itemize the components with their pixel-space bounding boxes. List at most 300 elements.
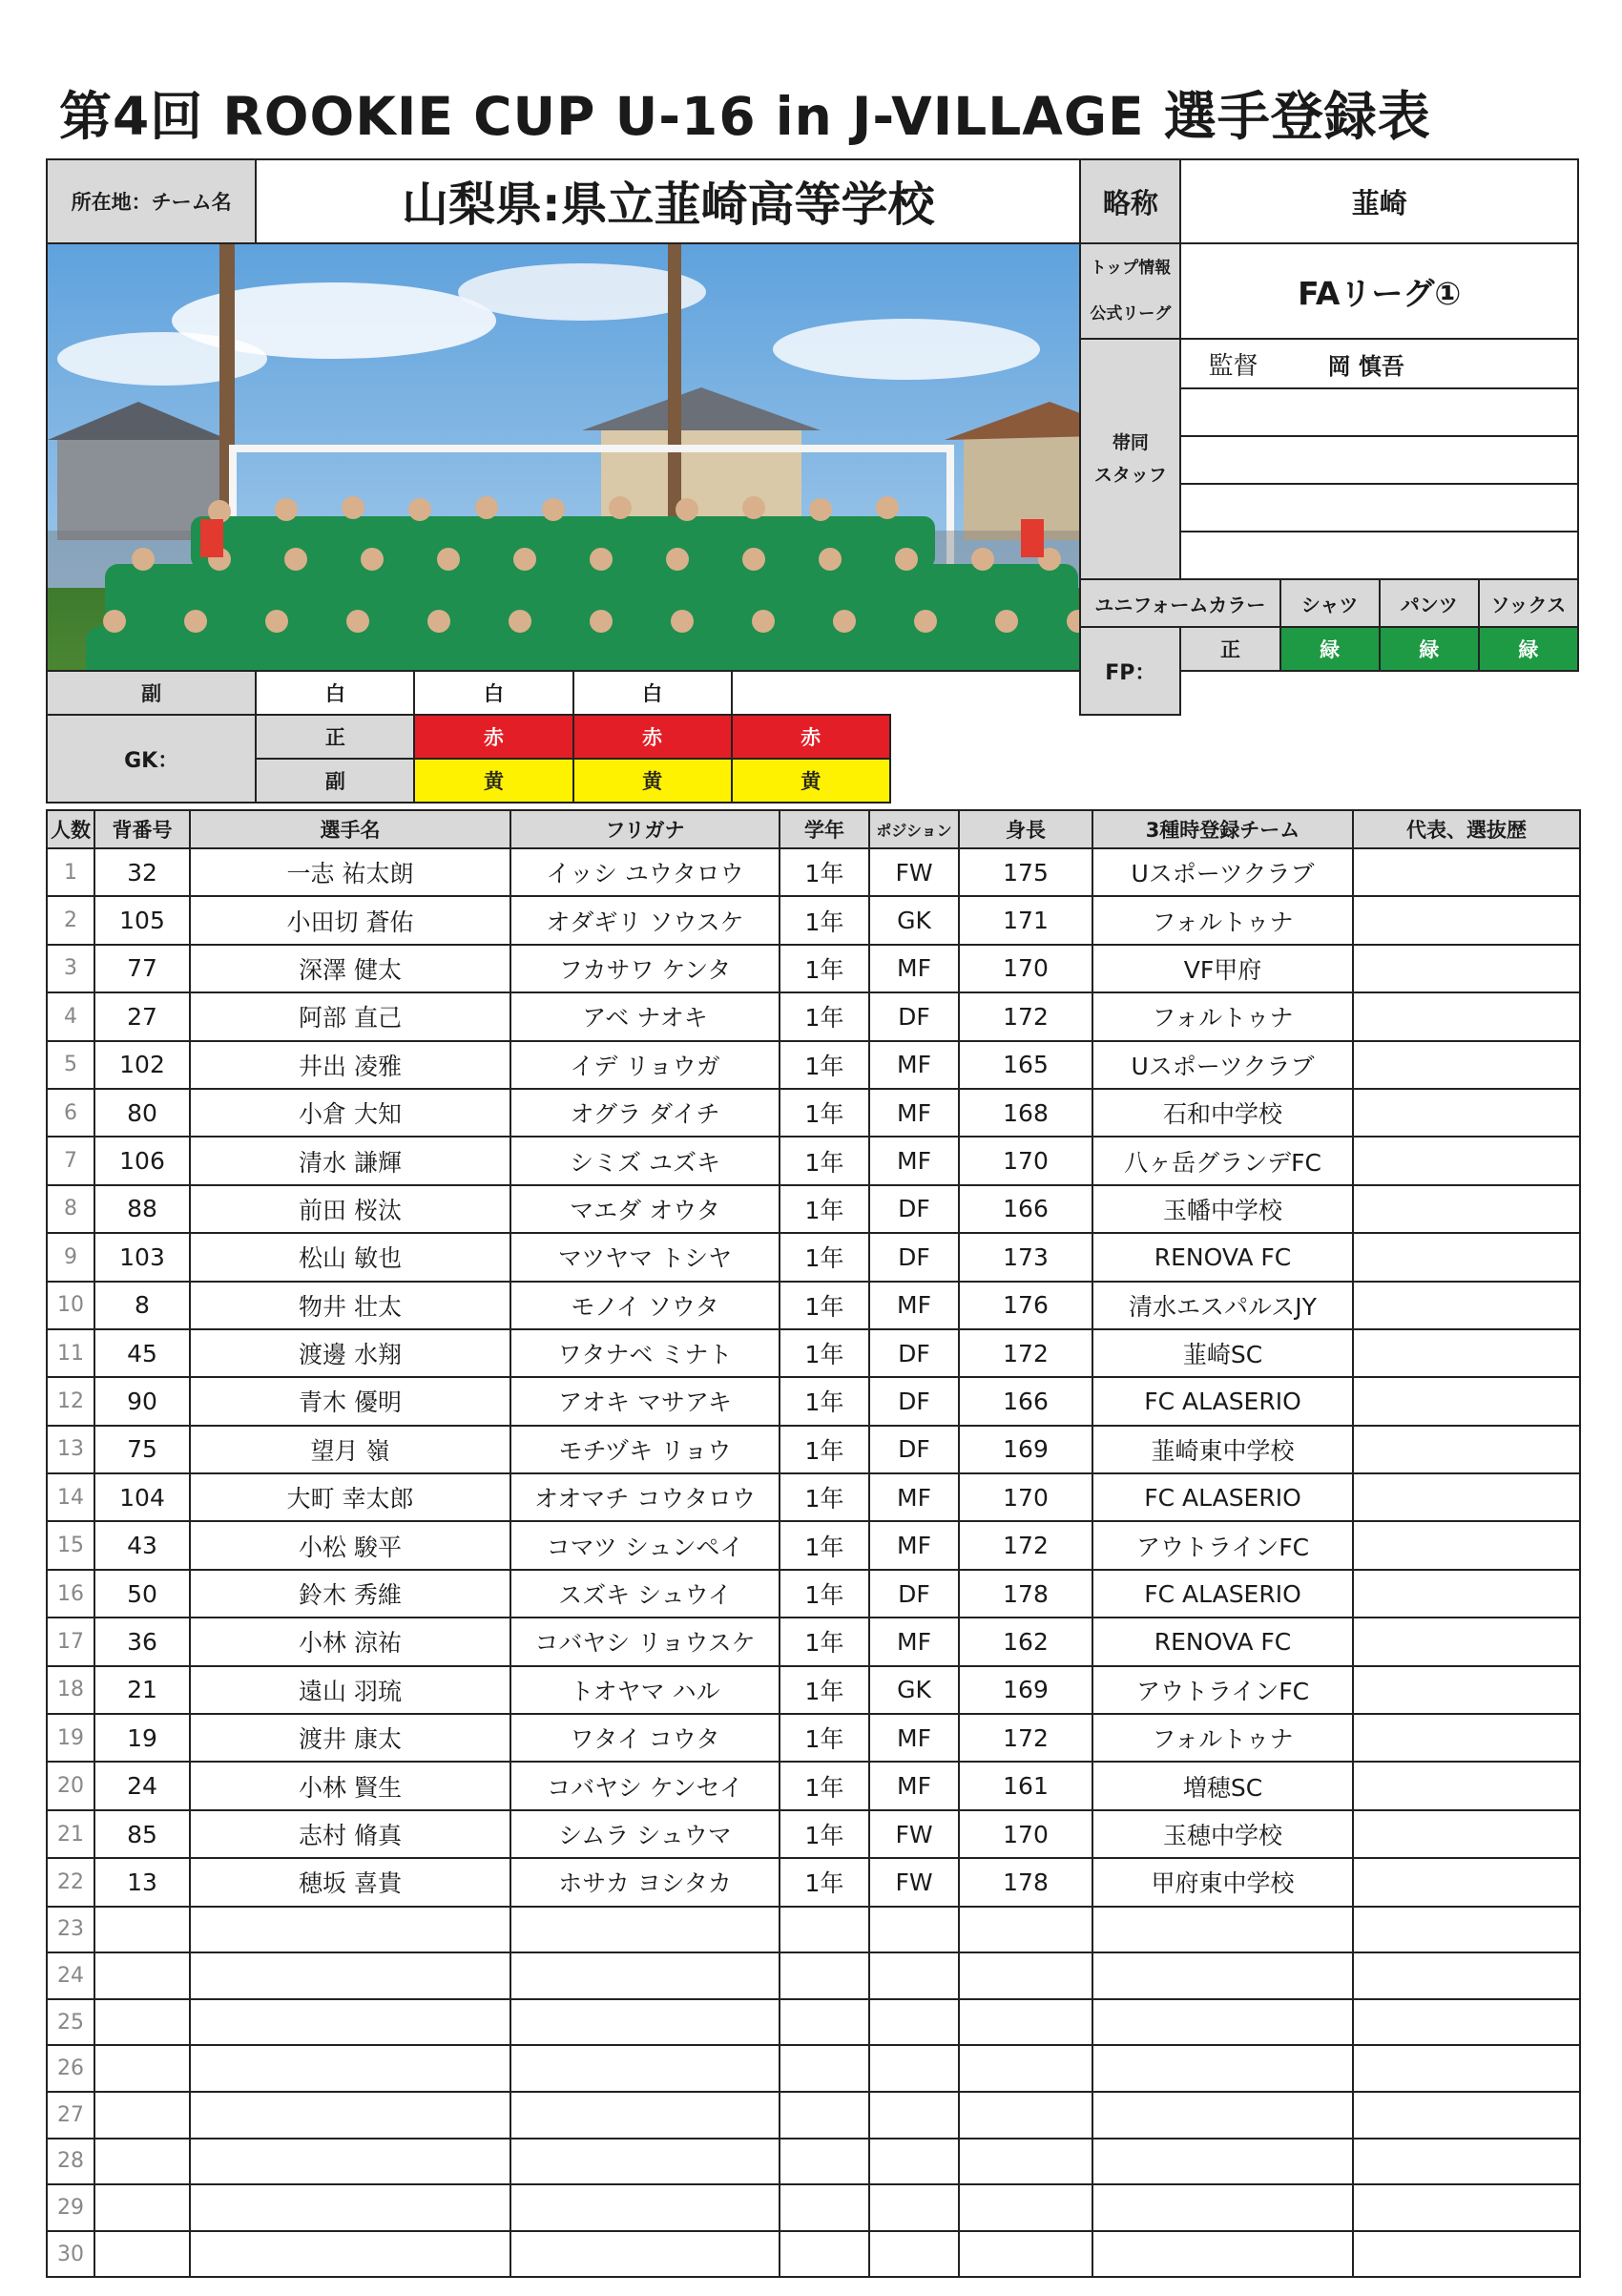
- page-title: 第4回 ROOKIE CUP U-16 in J-VILLAGE 選手登録表: [59, 86, 1431, 147]
- player-grade: [780, 2184, 869, 2231]
- previous-team: [1092, 1907, 1353, 1953]
- previous-team: 玉幡中学校: [1092, 1185, 1353, 1233]
- previous-team: 増穂SC: [1092, 1762, 1353, 1809]
- player-height: 170: [959, 945, 1092, 992]
- selection-history: [1353, 848, 1580, 896]
- player-position: MF: [869, 1089, 959, 1137]
- row-count: 29: [47, 2184, 94, 2231]
- player-furigana: シミズ ユズキ: [510, 1137, 780, 1184]
- player-name: 小田切 蒼佑: [190, 896, 510, 944]
- selection-history: [1353, 1762, 1580, 1809]
- row-count: 16: [47, 1570, 94, 1618]
- player-grade: [780, 2045, 869, 2092]
- player-grade: 1年: [780, 1185, 869, 1233]
- selection-history: [1353, 1810, 1580, 1858]
- player-furigana: [510, 2139, 780, 2185]
- table-row: [47, 1137, 1580, 1184]
- selection-history: [1353, 1521, 1580, 1569]
- player-position: [869, 2184, 959, 2231]
- previous-team: VF甲府: [1092, 945, 1353, 992]
- row-count: 13: [47, 1426, 94, 1473]
- previous-team: FC ALASERIO: [1092, 1473, 1353, 1521]
- player-position: [869, 1907, 959, 1953]
- table-row: [47, 2231, 1580, 2278]
- player-grade: 1年: [780, 1329, 869, 1377]
- player-height: 173: [959, 1233, 1092, 1281]
- row-count: 18: [47, 1666, 94, 1714]
- row-count: 7: [47, 1137, 94, 1184]
- player-position: DF: [869, 1185, 959, 1233]
- selection-history: [1353, 896, 1580, 944]
- col-previous-team: 3種時登録チーム: [1092, 810, 1353, 848]
- player-height: 166: [959, 1185, 1092, 1233]
- jersey-number: [94, 2139, 190, 2185]
- staff-label-cell: [1080, 339, 1180, 579]
- player-grade: [780, 2092, 869, 2139]
- selection-history: [1353, 1907, 1580, 1953]
- selection-history: [1353, 1426, 1580, 1473]
- jersey-number: 75: [94, 1426, 190, 1473]
- player-grade: 1年: [780, 896, 869, 944]
- previous-team: [1092, 2184, 1353, 2231]
- row-count: 5: [47, 1041, 94, 1089]
- selection-history: [1353, 2092, 1580, 2139]
- selection-history: [1353, 2231, 1580, 2278]
- previous-team: [1092, 1952, 1353, 1999]
- coach-name: 岡 慎吾: [1280, 339, 1578, 388]
- jersey-number: [94, 1907, 190, 1953]
- selection-history: [1353, 2139, 1580, 2185]
- selection-history: [1353, 1041, 1580, 1089]
- fp-secondary-label: 副: [47, 671, 256, 715]
- player-grade: 1年: [780, 1521, 869, 1569]
- player-height: 170: [959, 1137, 1092, 1184]
- row-count: 3: [47, 945, 94, 992]
- player-height: 176: [959, 1282, 1092, 1329]
- player-grade: [780, 1907, 869, 1953]
- player-furigana: [510, 1907, 780, 1953]
- player-name: 大町 幸太郎: [190, 1473, 510, 1521]
- player-grade: 1年: [780, 1282, 869, 1329]
- league-value: FAリーグ①: [1180, 243, 1578, 339]
- selection-history: [1353, 1714, 1580, 1762]
- row-count: 8: [47, 1185, 94, 1233]
- player-height: 161: [959, 1762, 1092, 1809]
- previous-team: 石和中学校: [1092, 1089, 1353, 1137]
- table-row: [47, 2092, 1580, 2139]
- fp-label: FP：: [1080, 627, 1180, 715]
- coach-label: 監督: [1180, 339, 1279, 388]
- player-name: 志村 脩真: [190, 1810, 510, 1858]
- player-height: [959, 1999, 1092, 2046]
- fp-secondary-shirt: 白: [256, 671, 414, 715]
- selection-history: [1353, 1233, 1580, 1281]
- player-furigana: トオヤマ ハル: [510, 1666, 780, 1714]
- player-name: 小松 駿平: [190, 1521, 510, 1569]
- player-furigana: コバヤシ リョウスケ: [510, 1618, 780, 1665]
- selection-history: [1353, 1137, 1580, 1184]
- gk-primary-pants: 赤: [573, 715, 732, 759]
- player-furigana: オオマチ コウタロウ: [510, 1473, 780, 1521]
- player-height: 170: [959, 1473, 1092, 1521]
- jersey-number: [94, 2184, 190, 2231]
- player-position: MF: [869, 1618, 959, 1665]
- jersey-number: 24: [94, 1762, 190, 1809]
- selection-history: [1353, 1666, 1580, 1714]
- player-position: DF: [869, 992, 959, 1040]
- row-count: 30: [47, 2231, 94, 2278]
- player-grade: 1年: [780, 945, 869, 992]
- row-count: 25: [47, 1999, 94, 2046]
- team-photo-image: [48, 244, 1079, 670]
- abbr-label: 略称: [1080, 159, 1180, 243]
- table-row: [47, 1521, 1580, 1569]
- table-row: [47, 2139, 1580, 2185]
- jersey-number: 36: [94, 1618, 190, 1665]
- player-grade: 1年: [780, 1714, 869, 1762]
- player-position: MF: [869, 1282, 959, 1329]
- player-furigana: モチヅキ リョウ: [510, 1426, 780, 1473]
- staff-label-2: スタッフ: [1093, 465, 1167, 486]
- selection-history: [1353, 1473, 1580, 1521]
- previous-team: 韮崎東中学校: [1092, 1426, 1353, 1473]
- selection-history: [1353, 1089, 1580, 1137]
- player-furigana: ホサカ ヨシタカ: [510, 1858, 780, 1906]
- selection-history: [1353, 1329, 1580, 1377]
- previous-team: 清水エスパルスJY: [1092, 1282, 1353, 1329]
- team-info-table: [46, 158, 1579, 804]
- table-row: [47, 2045, 1580, 2092]
- jersey-number: 13: [94, 1858, 190, 1906]
- player-position: [869, 2092, 959, 2139]
- location-label: 所在地：チーム名: [47, 159, 256, 243]
- player-position: MF: [869, 945, 959, 992]
- previous-team: FC ALASERIO: [1092, 1377, 1353, 1425]
- player-height: [959, 2139, 1092, 2185]
- jersey-number: 77: [94, 945, 190, 992]
- row-count: 17: [47, 1618, 94, 1665]
- jersey-number: 104: [94, 1473, 190, 1521]
- row-count: 26: [47, 2045, 94, 2092]
- roster-header-row: [47, 810, 1580, 848]
- player-furigana: モノイ ソウタ: [510, 1282, 780, 1329]
- player-grade: 1年: [780, 1858, 869, 1906]
- player-position: MF: [869, 1041, 959, 1089]
- previous-team: [1092, 2045, 1353, 2092]
- selection-history: [1353, 1282, 1580, 1329]
- previous-team: RENOVA FC: [1092, 1618, 1353, 1665]
- player-position: FW: [869, 848, 959, 896]
- col-number: 背番号: [94, 810, 190, 848]
- jersey-number: [94, 1952, 190, 1999]
- col-name: 選手名: [190, 810, 510, 848]
- jersey-number: 106: [94, 1137, 190, 1184]
- col-count: 人数: [47, 810, 94, 848]
- player-position: [869, 1952, 959, 1999]
- row-count: 28: [47, 2139, 94, 2185]
- player-name: [190, 2139, 510, 2185]
- player-name: 阿部 直己: [190, 992, 510, 1040]
- previous-team: 甲府東中学校: [1092, 1858, 1353, 1906]
- table-row: [47, 1907, 1580, 1953]
- selection-history: [1353, 945, 1580, 992]
- player-grade: 1年: [780, 848, 869, 896]
- fp-primary-socks: 緑: [1479, 627, 1578, 671]
- previous-team: [1092, 2092, 1353, 2139]
- row-count: 22: [47, 1858, 94, 1906]
- jersey-number: 80: [94, 1089, 190, 1137]
- staff-row-3: [1180, 436, 1578, 484]
- player-furigana: コマツ シュンペイ: [510, 1521, 780, 1569]
- player-name: 松山 敏也: [190, 1233, 510, 1281]
- table-row: [47, 1185, 1580, 1233]
- player-position: [869, 2231, 959, 2278]
- player-furigana: アベ ナオキ: [510, 992, 780, 1040]
- row-count: 2: [47, 896, 94, 944]
- player-position: DF: [869, 1329, 959, 1377]
- player-height: 172: [959, 1521, 1092, 1569]
- player-name: 深澤 健太: [190, 945, 510, 992]
- table-row: [47, 1570, 1580, 1618]
- player-furigana: フカサワ ケンタ: [510, 945, 780, 992]
- team-name: 山梨県:県立韮崎高等学校: [256, 159, 1080, 243]
- player-position: FW: [869, 1810, 959, 1858]
- player-furigana: ワタイ コウタ: [510, 1714, 780, 1762]
- player-height: 168: [959, 1089, 1092, 1137]
- player-grade: 1年: [780, 992, 869, 1040]
- row-count: 10: [47, 1282, 94, 1329]
- gk-primary-socks: 赤: [732, 715, 890, 759]
- player-grade: 1年: [780, 1473, 869, 1521]
- gk-primary-label: 正: [256, 715, 414, 759]
- player-name: 一志 祐太朗: [190, 848, 510, 896]
- player-position: GK: [869, 896, 959, 944]
- player-grade: 1年: [780, 1762, 869, 1809]
- player-name: 青木 優明: [190, 1377, 510, 1425]
- row-count: 1: [47, 848, 94, 896]
- player-height: 178: [959, 1858, 1092, 1906]
- jersey-number: 45: [94, 1329, 190, 1377]
- player-height: 162: [959, 1618, 1092, 1665]
- player-furigana: オダギリ ソウスケ: [510, 896, 780, 944]
- table-row: [47, 992, 1580, 1040]
- selection-history: [1353, 1377, 1580, 1425]
- table-row: [47, 1377, 1580, 1425]
- jersey-number: [94, 2045, 190, 2092]
- table-row: [47, 848, 1580, 896]
- player-furigana: [510, 1952, 780, 1999]
- player-grade: 1年: [780, 1810, 869, 1858]
- player-furigana: ワタナベ ミナト: [510, 1329, 780, 1377]
- player-furigana: コバヤシ ケンセイ: [510, 1762, 780, 1809]
- player-grade: 1年: [780, 1666, 869, 1714]
- jersey-number: 21: [94, 1666, 190, 1714]
- uniform-socks-label: ソックス: [1479, 579, 1578, 627]
- player-name: 小林 涼祐: [190, 1618, 510, 1665]
- player-name: [190, 2045, 510, 2092]
- row-count: 9: [47, 1233, 94, 1281]
- player-height: 165: [959, 1041, 1092, 1089]
- row-count: 27: [47, 2092, 94, 2139]
- player-grade: 1年: [780, 1137, 869, 1184]
- table-row: [47, 1618, 1580, 1665]
- jersey-number: 27: [94, 992, 190, 1040]
- jersey-number: 19: [94, 1714, 190, 1762]
- previous-team: [1092, 1999, 1353, 2046]
- fp-primary-label: 正: [1180, 627, 1279, 671]
- jersey-number: 88: [94, 1185, 190, 1233]
- player-position: DF: [869, 1377, 959, 1425]
- table-row: [47, 1473, 1580, 1521]
- player-grade: [780, 1952, 869, 1999]
- previous-team: アウトラインFC: [1092, 1666, 1353, 1714]
- player-name: 清水 謙輝: [190, 1137, 510, 1184]
- selection-history: [1353, 2184, 1580, 2231]
- fp-primary-shirt: 緑: [1280, 627, 1380, 671]
- player-furigana: [510, 2092, 780, 2139]
- player-height: 172: [959, 1329, 1092, 1377]
- fp-secondary-pants: 白: [414, 671, 572, 715]
- player-grade: 1年: [780, 1426, 869, 1473]
- player-position: [869, 2139, 959, 2185]
- player-grade: 1年: [780, 1089, 869, 1137]
- staff-row-2: [1180, 388, 1578, 436]
- selection-history: [1353, 1858, 1580, 1906]
- player-name: [190, 1907, 510, 1953]
- row-count: 11: [47, 1329, 94, 1377]
- player-height: 166: [959, 1377, 1092, 1425]
- previous-team: Uスポーツクラブ: [1092, 848, 1353, 896]
- player-position: MF: [869, 1473, 959, 1521]
- player-grade: [780, 1999, 869, 2046]
- selection-history: [1353, 1952, 1580, 1999]
- player-name: [190, 2092, 510, 2139]
- row-count: 23: [47, 1907, 94, 1953]
- selection-history: [1353, 1185, 1580, 1233]
- player-grade: 1年: [780, 1377, 869, 1425]
- table-row: [47, 1282, 1580, 1329]
- row-count: 14: [47, 1473, 94, 1521]
- team-photo: [47, 243, 1080, 671]
- player-position: MF: [869, 1137, 959, 1184]
- top-info-label: トップ情報: [1090, 259, 1172, 278]
- player-position: DF: [869, 1426, 959, 1473]
- top-info-cell: [1080, 243, 1180, 339]
- table-row: [47, 1762, 1580, 1809]
- staff-row-4: [1180, 484, 1578, 532]
- uniform-shirt-label: シャツ: [1280, 579, 1380, 627]
- selection-history: [1353, 992, 1580, 1040]
- jersey-number: 85: [94, 1810, 190, 1858]
- gk-secondary-label: 副: [256, 759, 414, 803]
- previous-team: RENOVA FC: [1092, 1233, 1353, 1281]
- selection-history: [1353, 1999, 1580, 2046]
- row-count: 21: [47, 1810, 94, 1858]
- jersey-number: 32: [94, 848, 190, 896]
- player-name: 遠山 羽琉: [190, 1666, 510, 1714]
- jersey-number: [94, 1999, 190, 2046]
- fp-secondary-socks: 白: [573, 671, 732, 715]
- selection-history: [1353, 1618, 1580, 1665]
- col-height: 身長: [959, 810, 1092, 848]
- player-furigana: オグラ ダイチ: [510, 1089, 780, 1137]
- previous-team: フォルトゥナ: [1092, 1714, 1353, 1762]
- jersey-number: 102: [94, 1041, 190, 1089]
- player-position: FW: [869, 1858, 959, 1906]
- row-count: 20: [47, 1762, 94, 1809]
- col-selection-history: 代表、選抜歴: [1353, 810, 1580, 848]
- player-furigana: イッシ ユウタロウ: [510, 848, 780, 896]
- player-height: [959, 2231, 1092, 2278]
- gk-secondary-shirt: 黄: [414, 759, 572, 803]
- player-furigana: マツヤマ トシヤ: [510, 1233, 780, 1281]
- table-row: [47, 945, 1580, 992]
- previous-team: アウトラインFC: [1092, 1521, 1353, 1569]
- player-position: GK: [869, 1666, 959, 1714]
- row-count: 19: [47, 1714, 94, 1762]
- player-height: [959, 2092, 1092, 2139]
- table-row: [47, 1714, 1580, 1762]
- table-row: [47, 896, 1580, 944]
- uniform-pants-label: パンツ: [1380, 579, 1479, 627]
- player-height: [959, 2184, 1092, 2231]
- table-row: [47, 1329, 1580, 1377]
- table-row: [47, 1858, 1580, 1906]
- player-furigana: アオキ マサアキ: [510, 1377, 780, 1425]
- player-grade: [780, 2231, 869, 2278]
- uniform-label: ユニフォームカラー: [1080, 579, 1279, 627]
- row-count: 4: [47, 992, 94, 1040]
- selection-history: [1353, 1570, 1580, 1618]
- previous-team: 韮崎SC: [1092, 1329, 1353, 1377]
- staff-row-5: [1180, 532, 1578, 579]
- official-league-label: 公式リーグ: [1090, 304, 1172, 324]
- player-name: 井出 凌雅: [190, 1041, 510, 1089]
- previous-team: [1092, 2231, 1353, 2278]
- previous-team: フォルトゥナ: [1092, 992, 1353, 1040]
- player-grade: 1年: [780, 1570, 869, 1618]
- previous-team: Uスポーツクラブ: [1092, 1041, 1353, 1089]
- player-height: [959, 2045, 1092, 2092]
- player-furigana: [510, 2184, 780, 2231]
- row-count: 12: [47, 1377, 94, 1425]
- player-height: 169: [959, 1426, 1092, 1473]
- jersey-number: 90: [94, 1377, 190, 1425]
- player-name: 穂坂 喜貴: [190, 1858, 510, 1906]
- table-row: [47, 2184, 1580, 2231]
- player-name: [190, 2231, 510, 2278]
- abbr-value: 韮崎: [1180, 159, 1578, 243]
- jersey-number: 8: [94, 1282, 190, 1329]
- player-height: 172: [959, 1714, 1092, 1762]
- gk-secondary-pants: 黄: [573, 759, 732, 803]
- table-row: [47, 1952, 1580, 1999]
- player-furigana: イデ リョウガ: [510, 1041, 780, 1089]
- gk-primary-shirt: 赤: [414, 715, 572, 759]
- col-grade: 学年: [780, 810, 869, 848]
- jersey-number: 43: [94, 1521, 190, 1569]
- player-position: [869, 1999, 959, 2046]
- jersey-number: 105: [94, 896, 190, 944]
- table-row: [47, 1426, 1580, 1473]
- player-height: 169: [959, 1666, 1092, 1714]
- player-height: [959, 1952, 1092, 1999]
- player-roster-table: [46, 809, 1581, 2278]
- table-row: [47, 1233, 1580, 1281]
- player-furigana: スズキ シュウイ: [510, 1570, 780, 1618]
- player-position: DF: [869, 1233, 959, 1281]
- player-name: 物井 壮太: [190, 1282, 510, 1329]
